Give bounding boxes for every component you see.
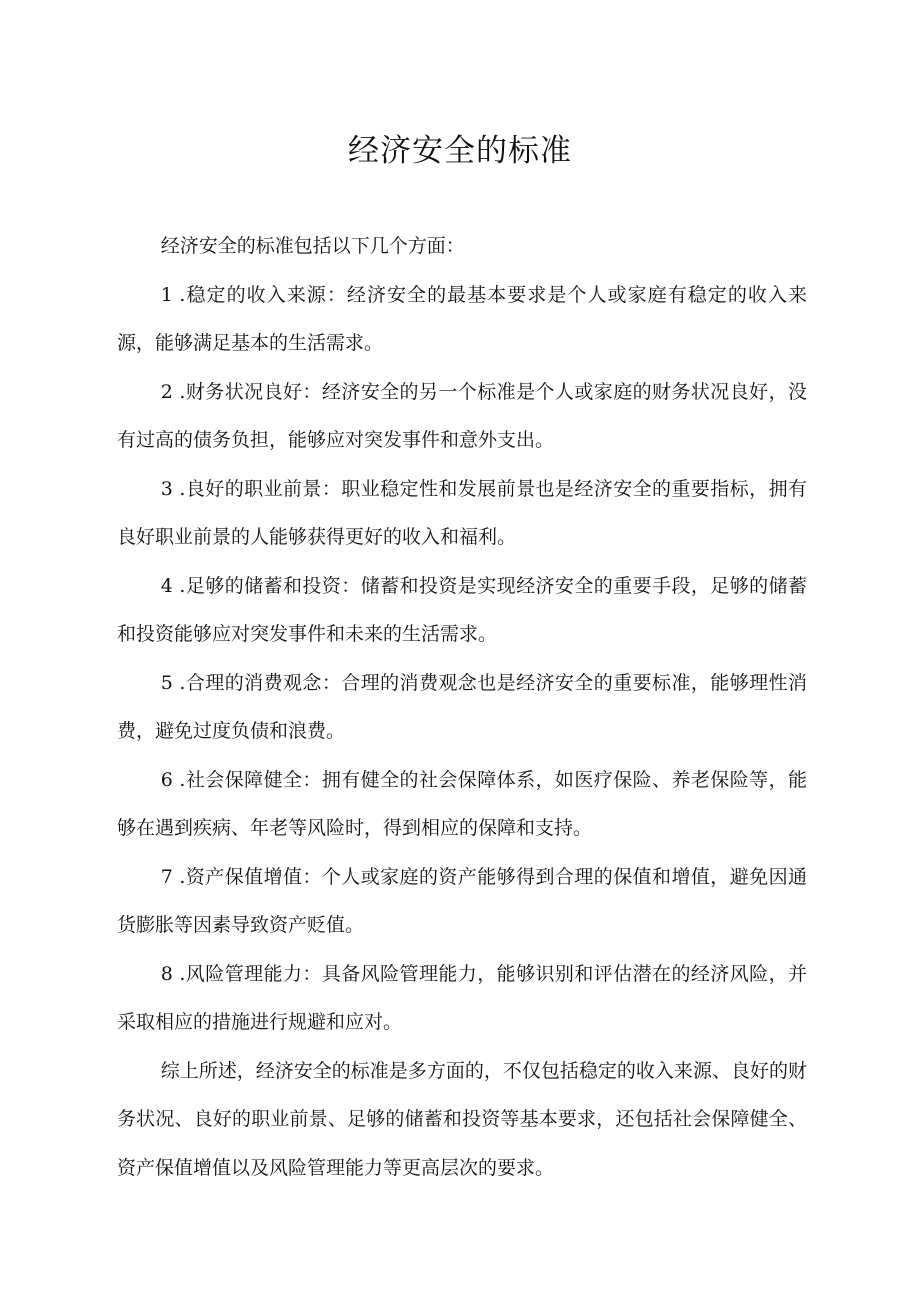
item-text: .稳定的收入来源：经济安全的最基本要求是个人或家庭有稳定的收入来源，能够满足基本的生活需求。: [117, 283, 807, 354]
list-item: [117, 368, 807, 465]
list-item: [117, 465, 807, 562]
item-number: 8: [160, 962, 173, 985]
item-number: 7: [160, 865, 173, 888]
item-text: .财务状况良好：经济安全的另一个标准是个人或家庭的财务状况良好，没有过高的债务负担，能够应对突发事件和意外支出。: [117, 380, 807, 451]
document-body: [117, 222, 807, 1192]
item-text: .风险管理能力：具备风险管理能力，能够识别和评估潜在的经济风险，并采取相应的措施进行规避和应对。: [117, 962, 807, 1033]
list-item: [117, 659, 807, 756]
item-number: 2: [160, 380, 173, 403]
list-item: [117, 950, 807, 1047]
intro-paragraph: 经济安全的标准包括以下几个方面：: [160, 235, 465, 257]
item-text: .资产保值增值：个人或家庭的资产能够得到合理的保值和增值，避免因通货膨胀等因素导致资产贬值。: [117, 865, 807, 936]
item-text: .社会保障健全：拥有健全的社会保障体系，如医疗保险、养老保险等，能够在遇到疾病、年老等风险时，得到相应的保障和支持。: [117, 768, 807, 839]
item-text: .合理的消费观念：合理的消费观念也是经济安全的重要标准，能够理性消费，避免过度负债和浪费。: [117, 671, 807, 742]
item-number: 5: [160, 671, 173, 694]
list-item: [117, 562, 807, 659]
item-number: 1: [160, 283, 173, 306]
item-text: .良好的职业前景：职业稳定性和发展前景也是经济安全的重要指标，拥有良好职业前景的人能够获得更好的收入和福利。: [117, 477, 807, 548]
list-item: [117, 853, 807, 950]
conclusion-paragraph: 综上所述，经济安全的标准是多方面的，不仅包括稳定的收入来源、良好的财务状况、良好的职业前景、足够的储蓄和投资等基本要求，还包括社会保障健全、资产保值增值以及风险管理能力等更高层次的要求。: [117, 1059, 807, 1179]
item-number: 3: [160, 477, 173, 500]
item-number: 6: [160, 768, 173, 791]
page-title: 经济安全的标准: [348, 133, 572, 169]
item-text: .足够的储蓄和投资：储蓄和投资是实现经济安全的重要手段，足够的储蓄和投资能够应对突发事件和未来的生活需求。: [117, 574, 807, 645]
item-number: 4: [160, 574, 173, 597]
list-item: [117, 271, 807, 368]
list-item: [117, 756, 807, 853]
